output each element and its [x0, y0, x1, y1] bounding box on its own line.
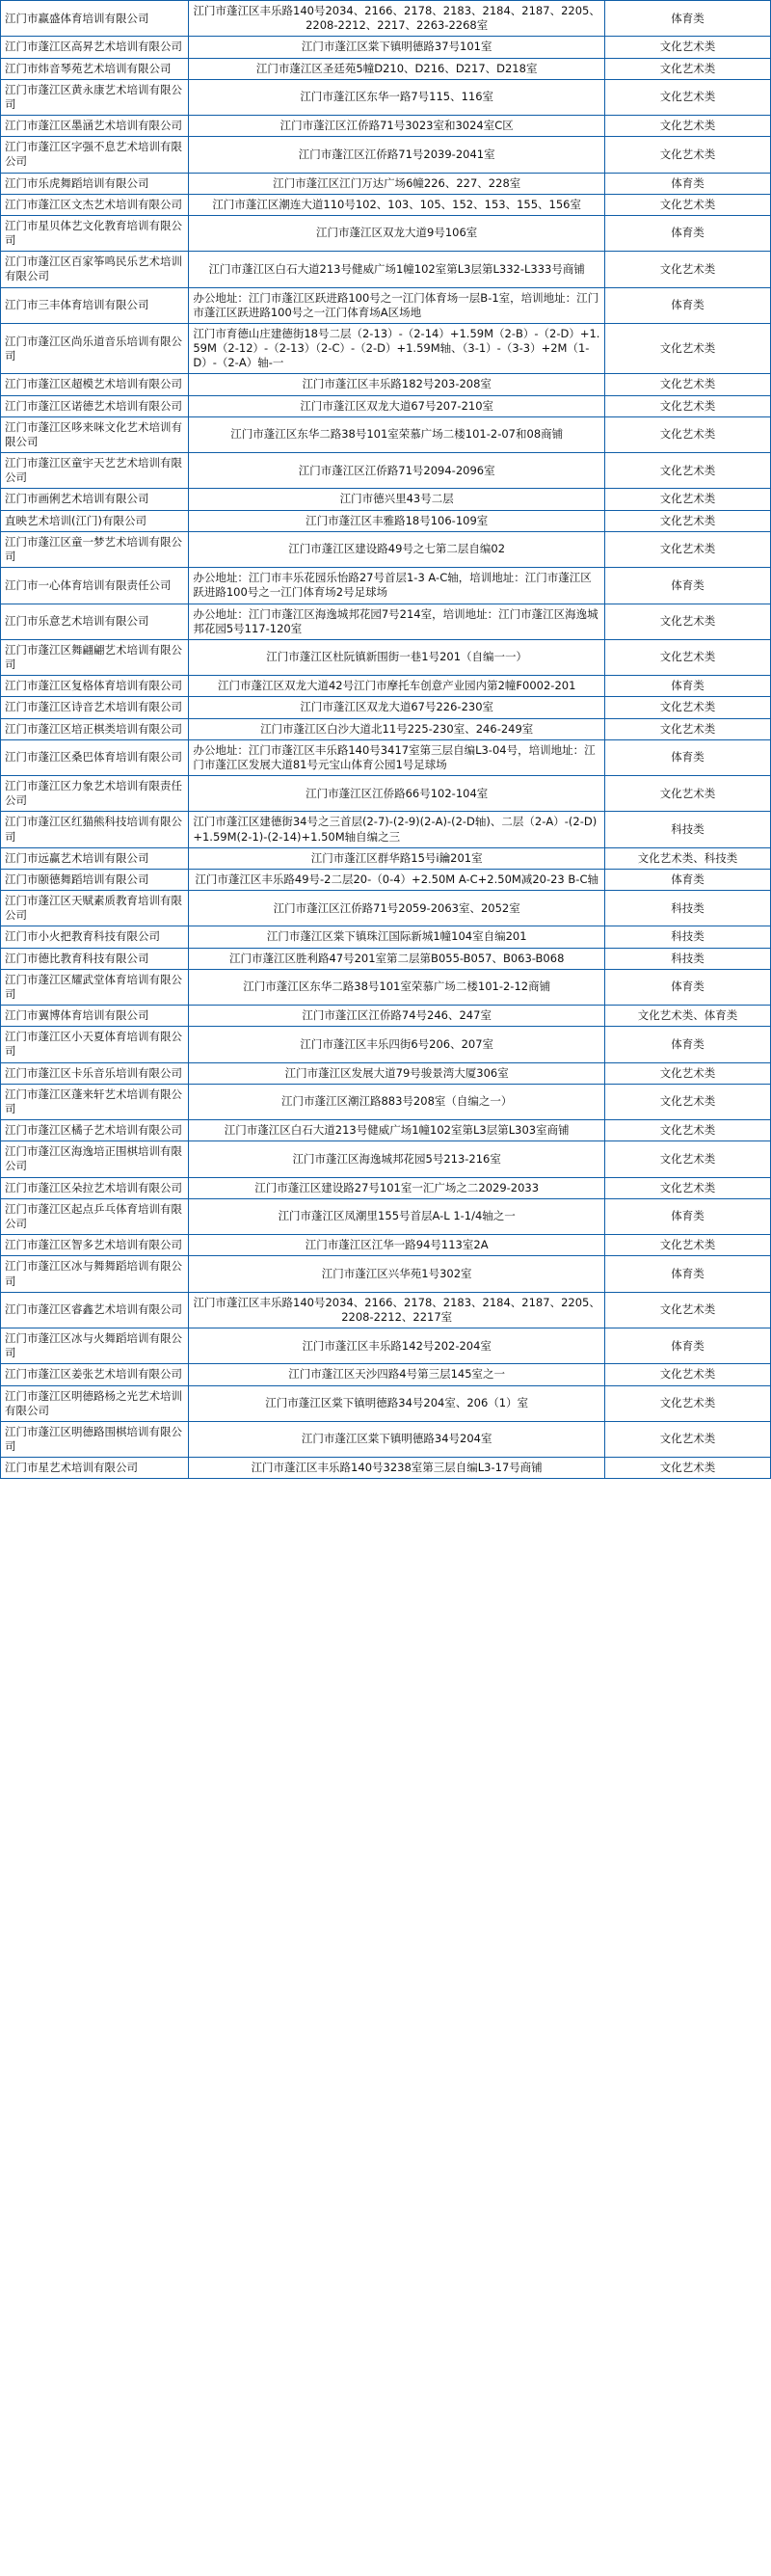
- institution-address-cell: 江门市蓬江区江侨路74号246、247室: [189, 1006, 605, 1027]
- institution-address-cell: 江门市蓬江区白沙大道北11号225-230室、246-249室: [189, 718, 605, 739]
- institution-address-cell: 江门市蓬江区江侨路66号102-104室: [189, 776, 605, 812]
- institution-address-cell: 江门市蓬江区丰乐四街6号206、207室: [189, 1027, 605, 1062]
- institution-name-cell: 江门市蓬江区红猫熊科技培训有限公司: [1, 812, 189, 847]
- table-row: [1, 37, 771, 58]
- table-row: [1, 1006, 771, 1027]
- institution-name-cell: 江门市蓬江区耀武堂体育培训有限公司: [1, 969, 189, 1005]
- institution-category-cell: 体育类: [605, 739, 771, 775]
- institution-category-cell: 文化艺术类: [605, 531, 771, 567]
- table-row: [1, 1062, 771, 1084]
- institution-category-cell: 文化艺术类: [605, 58, 771, 79]
- institution-address-cell: 江门市蓬江区江侨路71号2059-2063室、2052室: [189, 891, 605, 926]
- table-row: [1, 510, 771, 531]
- table-row: [1, 374, 771, 395]
- institution-address-cell: 江门市蓬江区潮连大道110号102、103、105、152、153、155、156室: [189, 194, 605, 215]
- institution-category-cell: 文化艺术类: [605, 1292, 771, 1328]
- institution-address-cell: 办公地址：江门市蓬江区跃进路100号之一江门体育场一层B-1室，培训地址：江门市蓬江区跃进路100号之一江门体育场A区场地: [189, 287, 605, 323]
- institution-address-cell: 江门市德兴里43号二层: [189, 489, 605, 510]
- table-row: [1, 79, 771, 115]
- institution-address-cell: 江门市蓬江区潮江路883号208室（自编之一）: [189, 1084, 605, 1119]
- institution-address-cell: 江门市蓬江区棠下镇明德路37号101室: [189, 37, 605, 58]
- institution-address-cell: 江门市蓬江区棠下镇明德路34号204室、206（1）室: [189, 1385, 605, 1421]
- institution-category-cell: 体育类: [605, 568, 771, 604]
- table-row: [1, 489, 771, 510]
- institution-category-cell: 文化艺术类: [605, 1141, 771, 1177]
- institution-address-cell: 江门市蓬江区群华路15号i鑰201室: [189, 847, 605, 869]
- institution-category-cell: 文化艺术类: [605, 1235, 771, 1256]
- table-row: [1, 287, 771, 323]
- table-row: [1, 926, 771, 948]
- institution-category-cell: 文化艺术类: [605, 1084, 771, 1119]
- institution-name-cell: 江门市星艺术培训有限公司: [1, 1458, 189, 1479]
- table-row: [1, 1385, 771, 1421]
- table-row: [1, 1120, 771, 1141]
- institution-category-cell: 文化艺术类: [605, 489, 771, 510]
- institution-category-cell: 文化艺术类: [605, 718, 771, 739]
- institution-category-cell: 文化艺术类: [605, 1385, 771, 1421]
- institution-category-cell: 文化艺术类: [605, 194, 771, 215]
- institution-name-cell: 江门市蓬江区复格体育培训有限公司: [1, 676, 189, 697]
- institution-category-cell: 文化艺术类: [605, 323, 771, 374]
- institution-category-cell: 体育类: [605, 1, 771, 37]
- institution-category-cell: 文化艺术类: [605, 79, 771, 115]
- institution-name-cell: 江门市蓬江区朵拉艺术培训有限公司: [1, 1177, 189, 1198]
- institution-name-cell: 江门市一心体育培训有限责任公司: [1, 568, 189, 604]
- institution-name-cell: 江门市蓬江区尚乐道音乐培训有限公司: [1, 323, 189, 374]
- institution-address-cell: 江门市蓬江区白石大道213号健威广场1幢102室第L3层第L303室商铺: [189, 1120, 605, 1141]
- institution-address-cell: 办公地址：江门市蓬江区海逸城邦花园7号214室，培训地址：江门市蓬江区海逸城邦花园5号117-120室: [189, 604, 605, 639]
- institution-category-cell: 科技类: [605, 926, 771, 948]
- table-row: [1, 1292, 771, 1328]
- institution-category-cell: 文化艺术类: [605, 1062, 771, 1084]
- institution-name-cell: 江门市蓬江区诗音艺术培训有限公司: [1, 697, 189, 718]
- table-row: [1, 948, 771, 969]
- institution-category-cell: 文化艺术类: [605, 137, 771, 173]
- institution-category-cell: 文化艺术类: [605, 116, 771, 137]
- institution-category-cell: 文化艺术类: [605, 1458, 771, 1479]
- table-row: [1, 812, 771, 847]
- institution-name-cell: 江门市蓬江区高昇艺术培训有限公司: [1, 37, 189, 58]
- institution-name-cell: 江门市蓬江区黄永康艺术培训有限公司: [1, 79, 189, 115]
- institution-address-cell: 江门市蓬江区杜阮镇新围街一巷1号201（自编一一）: [189, 639, 605, 675]
- institution-category-cell: 文化艺术类: [605, 776, 771, 812]
- table-row: [1, 1027, 771, 1062]
- table-row: [1, 1421, 771, 1457]
- institution-address-cell: 江门市蓬江区双龙大道42号江门市摩托车创意产业园内第2幢F0002-201: [189, 676, 605, 697]
- table-row: [1, 137, 771, 173]
- table-row: [1, 1198, 771, 1234]
- institution-address-cell: 江门市蓬江区江华一路94号113室2A: [189, 1235, 605, 1256]
- institution-name-cell: 江门市蓬江区蓬来轩艺术培训有限公司: [1, 1084, 189, 1119]
- institution-category-cell: 科技类: [605, 948, 771, 969]
- institution-category-cell: 文化艺术类、体育类: [605, 1006, 771, 1027]
- table-row: [1, 891, 771, 926]
- institution-name-cell: 江门市蓬江区起点乒乓体育培训有限公司: [1, 1198, 189, 1234]
- institution-name-cell: 江门市乐意艺术培训有限公司: [1, 604, 189, 639]
- institution-address-cell: 江门市蓬江区东华二路38号101室荣慕广场二楼101-2-12商铺: [189, 969, 605, 1005]
- institution-category-cell: 文化艺术类: [605, 37, 771, 58]
- table-row: [1, 58, 771, 79]
- institution-category-cell: 文化艺术类: [605, 416, 771, 452]
- table-row: [1, 531, 771, 567]
- institution-address-cell: 江门市蓬江区胜利路47号201室第二层第B055-B057、B063-B068: [189, 948, 605, 969]
- institution-address-cell: 办公地址：江门市蓬江区丰乐路140号3417室第三层自编L3-04号，培训地址：江门市蓬江区发展大道81号元宝山体育公园1号足球场: [189, 739, 605, 775]
- institution-address-cell: 江门市蓬江区东华二路38号101室荣慕广场二楼101-2-07和08商铺: [189, 416, 605, 452]
- institution-address-cell: 办公地址：江门市丰乐花园乐怡路27号首层1-3 A-C轴，培训地址：江门市蓬江区跃进路100号之一江门体育场2号足球场: [189, 568, 605, 604]
- table-row: [1, 1141, 771, 1177]
- institution-name-cell: 江门市德比教育科技有限公司: [1, 948, 189, 969]
- institution-name-cell: 江门市蓬江区睿鑫艺术培训有限公司: [1, 1292, 189, 1328]
- institution-address-cell: 江门市蓬江区丰乐路140号2034、2166、2178、2183、2184、2187、2205、2208-2212、2217、2263-2268室: [189, 1, 605, 37]
- table-row: [1, 847, 771, 869]
- table-row: [1, 173, 771, 194]
- institution-category-cell: 文化艺术类: [605, 604, 771, 639]
- table-row: [1, 1364, 771, 1385]
- institution-address-cell: 江门市蓬江区江门万达广场6幢226、227、228室: [189, 173, 605, 194]
- institution-category-cell: 文化艺术类: [605, 697, 771, 718]
- institution-address-cell: 江门市蓬江区凤潮里155号首层A-L 1-1/4轴之一: [189, 1198, 605, 1234]
- institution-address-cell: 江门市蓬江区江侨路71号2094-2096室: [189, 453, 605, 489]
- institution-name-cell: 江门市赢盛体育培训有限公司: [1, 1, 189, 37]
- institution-address-cell: 江门市蓬江区棠下镇明德路34号204室: [189, 1421, 605, 1457]
- institution-name-cell: 江门市蓬江区姜张艺术培训有限公司: [1, 1364, 189, 1385]
- table-row: [1, 215, 771, 251]
- institution-category-cell: 体育类: [605, 969, 771, 1005]
- institution-address-cell: 江门市蓬江区建设路27号101室一汇广场之二2029-2033: [189, 1177, 605, 1198]
- institution-category-cell: 体育类: [605, 676, 771, 697]
- institution-address-cell: 江门市蓬江区丰乐路142号202-204室: [189, 1328, 605, 1364]
- institution-name-cell: 江门市蓬江区童宇天艺艺术培训有限公司: [1, 453, 189, 489]
- institution-address-cell: 江门市蓬江区丰乐路140号2034、2166、2178、2183、2184、2187、2205、2208-2212、2217室: [189, 1292, 605, 1328]
- institution-address-cell: 江门市蓬江区圣廷苑5幢D210、D216、D217、D218室: [189, 58, 605, 79]
- institution-name-cell: 江门市蓬江区卡乐音乐培训有限公司: [1, 1062, 189, 1084]
- institution-address-cell: 江门市蓬江区江侨路71号2039-2041室: [189, 137, 605, 173]
- institution-category-cell: 体育类: [605, 173, 771, 194]
- table-row: [1, 1256, 771, 1292]
- institution-address-cell: 江门市蓬江区丰乐路182号203-208室: [189, 374, 605, 395]
- table-row: [1, 323, 771, 374]
- institution-name-cell: 江门市蓬江区冰与火舞蹈培训有限公司: [1, 1328, 189, 1364]
- institution-category-cell: 体育类: [605, 1198, 771, 1234]
- institution-category-cell: 科技类: [605, 812, 771, 847]
- institution-category-cell: 体育类: [605, 287, 771, 323]
- institution-address-cell: 江门市蓬江区双龙大道67号226-230室: [189, 697, 605, 718]
- table-row: [1, 453, 771, 489]
- institution-name-cell: 江门市蓬江区哆来咪文化艺术培训有限公司: [1, 416, 189, 452]
- institution-category-cell: 文化艺术类、科技类: [605, 847, 771, 869]
- institution-category-cell: 体育类: [605, 215, 771, 251]
- institution-address-cell: 江门市蓬江区丰乐路140号3238室第三层自编L3-17号商铺: [189, 1458, 605, 1479]
- institution-category-cell: 体育类: [605, 1256, 771, 1292]
- table-row: [1, 568, 771, 604]
- table-row: [1, 697, 771, 718]
- table-row: [1, 676, 771, 697]
- institution-address-cell: 江门市蓬江区江侨路71号3023室和3024室C区: [189, 116, 605, 137]
- institution-address-cell: 江门市蓬江区兴华苑1号302室: [189, 1256, 605, 1292]
- institution-name-cell: 江门市翼博体育培训有限公司: [1, 1006, 189, 1027]
- table-row: [1, 252, 771, 287]
- table-row: [1, 969, 771, 1005]
- table-row: [1, 416, 771, 452]
- institution-category-cell: 文化艺术类: [605, 453, 771, 489]
- institution-name-cell: 江门市蓬江区智多艺术培训有限公司: [1, 1235, 189, 1256]
- institution-name-cell: 江门市蓬江区力象艺术培训有限责任公司: [1, 776, 189, 812]
- institution-category-cell: 文化艺术类: [605, 395, 771, 416]
- institution-category-cell: 科技类: [605, 891, 771, 926]
- table-row: [1, 1177, 771, 1198]
- institution-name-cell: 江门市蓬江区墨涵艺术培训有限公司: [1, 116, 189, 137]
- table-row: [1, 1, 771, 37]
- institution-address-cell: 江门市蓬江区建设路49号之七第二层自编02: [189, 531, 605, 567]
- institution-address-cell: 江门市育德山庄建德街18号二层（2-13）-（2-14）+1.59M（2-B）-（2-D）+1.59M（2-12）-（2-13）（2-C）-（2-D）+1.59M轴、（3-1）-（3-3）+2M（1-D）-（2-A）轴-一: [189, 323, 605, 374]
- institution-name-cell: 江门市炜音琴苑艺术培训有限公司: [1, 58, 189, 79]
- institution-address-cell: 江门市蓬江区发展大道79号骏景湾大厦306室: [189, 1062, 605, 1084]
- institution-name-cell: 江门市蓬江区舞翩翩艺术培训有限公司: [1, 639, 189, 675]
- table-row: [1, 1328, 771, 1364]
- institution-category-cell: 文化艺术类: [605, 510, 771, 531]
- institution-name-cell: 江门市蓬江区明德路围棋培训有限公司: [1, 1421, 189, 1457]
- table-row: [1, 739, 771, 775]
- institution-name-cell: 江门市三丰体育培训有限公司: [1, 287, 189, 323]
- institution-name-cell: 江门市蓬江区字强不息艺术培训有限公司: [1, 137, 189, 173]
- institution-name-cell: 江门市颐德舞蹈培训有限公司: [1, 869, 189, 890]
- institution-category-cell: 体育类: [605, 869, 771, 890]
- table-row: [1, 1235, 771, 1256]
- institution-name-cell: 江门市蓬江区超模艺术培训有限公司: [1, 374, 189, 395]
- table-row: [1, 869, 771, 890]
- institution-name-cell: 江门市蓬江区天赋素质教育培训有限公司: [1, 891, 189, 926]
- table-row: [1, 604, 771, 639]
- institution-category-cell: 文化艺术类: [605, 1120, 771, 1141]
- institution-name-cell: 江门市蓬江区培正棋类培训有限公司: [1, 718, 189, 739]
- institution-name-cell: 江门市蓬江区诺德艺术培训有限公司: [1, 395, 189, 416]
- institution-category-cell: 文化艺术类: [605, 639, 771, 675]
- institution-address-cell: 江门市蓬江区天沙四路4号第三层145室之一: [189, 1364, 605, 1385]
- institution-address-cell: 江门市蓬江区海逸城邦花园5号213-216室: [189, 1141, 605, 1177]
- table-row: [1, 1458, 771, 1479]
- institution-category-cell: 文化艺术类: [605, 1177, 771, 1198]
- institution-category-cell: 体育类: [605, 1027, 771, 1062]
- institution-name-cell: 江门市乐虎舞蹈培训有限公司: [1, 173, 189, 194]
- table-body: [1, 1, 771, 1479]
- institution-category-cell: 文化艺术类: [605, 374, 771, 395]
- table-row: [1, 776, 771, 812]
- institution-name-cell: 江门市星贝体艺文化教育培训有限公司: [1, 215, 189, 251]
- institution-address-cell: 江门市蓬江区丰雅路18号106-109室: [189, 510, 605, 531]
- institution-name-cell: 江门市蓬江区海逸培正围棋培训有限公司: [1, 1141, 189, 1177]
- table-row: [1, 639, 771, 675]
- institution-name-cell: 江门市蓬江区明德路杨之光艺术培训有限公司: [1, 1385, 189, 1421]
- institution-category-cell: 文化艺术类: [605, 252, 771, 287]
- institution-address-cell: 江门市蓬江区棠下镇珠江国际新城1幢104室自编201: [189, 926, 605, 948]
- institution-name-cell: 江门市蓬江区百家筝鸣民乐艺术培训有限公司: [1, 252, 189, 287]
- institution-address-cell: 江门市蓬江区丰乐路49号-2二层20-（0-4）+2.50M A-C+2.50M减20-23 B-C轴: [189, 869, 605, 890]
- institution-address-cell: 江门市蓬江区建德街34号之三首层(2-7)-(2-9)(2-A)-(2-D轴)、二层（2-A）-(2-D)+1.59M(2-1)-(2-14)+1.50M轴自编之三: [189, 812, 605, 847]
- institution-name-cell: 江门市远赢艺术培训有限公司: [1, 847, 189, 869]
- institution-category-cell: 文化艺术类: [605, 1421, 771, 1457]
- table-row: [1, 194, 771, 215]
- table-row: [1, 1084, 771, 1119]
- institution-address-cell: 江门市蓬江区双龙大道67号207-210室: [189, 395, 605, 416]
- institution-name-cell: 江门市蓬江区桑巴体育培训有限公司: [1, 739, 189, 775]
- institution-name-cell: 江门市蓬江区文杰艺术培训有限公司: [1, 194, 189, 215]
- table-row: [1, 718, 771, 739]
- institution-name-cell: 江门市蓬江区小天夏体育培训有限公司: [1, 1027, 189, 1062]
- institution-address-cell: 江门市蓬江区双龙大道9号106室: [189, 215, 605, 251]
- institution-name-cell: 江门市蓬江区冰与舞舞蹈培训有限公司: [1, 1256, 189, 1292]
- institution-address-cell: 江门市蓬江区白石大道213号健威广场1幢102室第L3层第L332-L333号商铺: [189, 252, 605, 287]
- institution-name-cell: 江门市蓬江区橘子艺术培训有限公司: [1, 1120, 189, 1141]
- institution-category-cell: 体育类: [605, 1328, 771, 1364]
- table-row: [1, 116, 771, 137]
- institution-name-cell: 江门市蓬江区童一梦艺术培训有限公司: [1, 531, 189, 567]
- institution-name-cell: 江门市画俐艺术培训有限公司: [1, 489, 189, 510]
- institution-name-cell: 直映艺术培训(江门)有限公司: [1, 510, 189, 531]
- institution-address-cell: 江门市蓬江区东华一路7号115、116室: [189, 79, 605, 115]
- institution-name-cell: 江门市小火把教育科技有限公司: [1, 926, 189, 948]
- table-row: [1, 395, 771, 416]
- institution-category-cell: 文化艺术类: [605, 1364, 771, 1385]
